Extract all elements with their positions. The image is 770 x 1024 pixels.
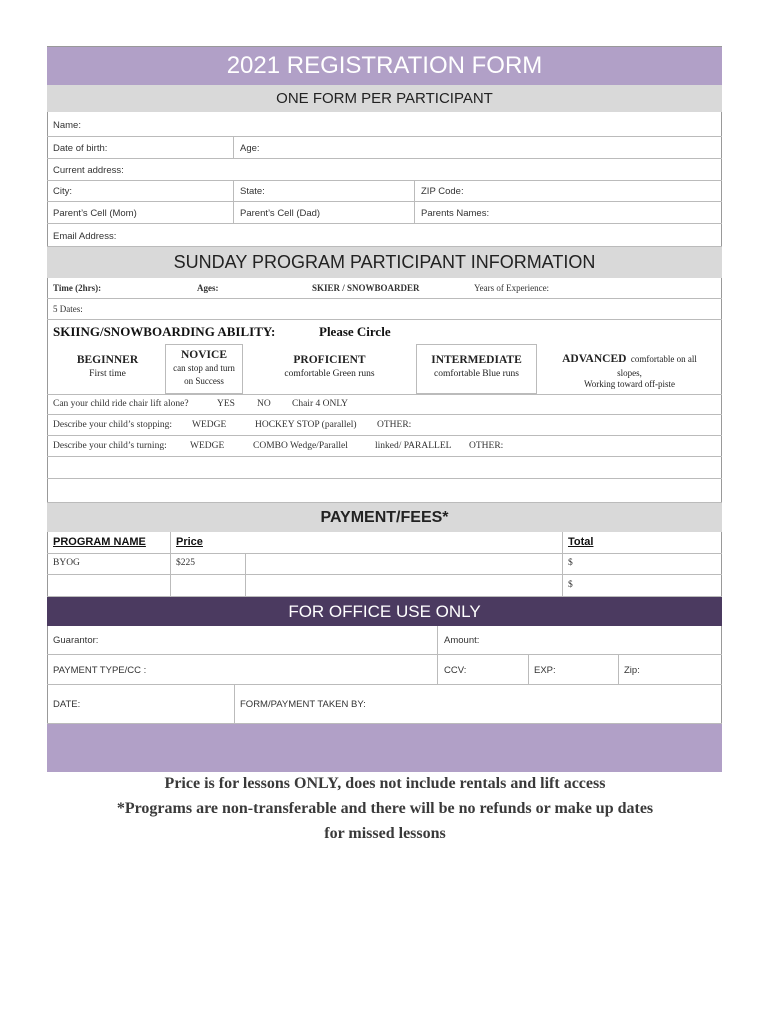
turning-combo[interactable]: COMBO Wedge/Parallel (253, 441, 348, 451)
parents-row[interactable] (47, 202, 722, 224)
turning-wedge[interactable]: WEDGE (190, 441, 225, 451)
dates-row[interactable] (47, 299, 722, 320)
advanced-desc-1: comfortable on all (630, 354, 697, 364)
date-row[interactable] (47, 685, 722, 724)
col-program-name: PROGRAM NAME (53, 536, 146, 548)
turning-linked[interactable]: linked/ PARALLEL (375, 441, 452, 451)
turning-other[interactable]: OTHER: (469, 441, 504, 451)
level-beginner[interactable] (50, 345, 165, 390)
stopping-other[interactable]: OTHER: (377, 420, 412, 430)
office-section-title: FOR OFFICE USE ONLY (47, 597, 722, 626)
proficient-label: PROFICIENT (293, 354, 366, 366)
payment-section-title: PAYMENT/FEES* (47, 503, 722, 532)
blank-row-1[interactable] (47, 457, 722, 479)
intermediate-label: INTERMEDIATE (431, 354, 522, 366)
dad-cell-label: Parent’s Cell (Dad) (240, 208, 321, 219)
date-label: DATE: (53, 699, 81, 710)
email-row[interactable] (47, 224, 722, 247)
please-circle: Please Circle (319, 324, 391, 339)
novice-desc-2: on Success (184, 376, 224, 386)
level-advanced[interactable] (537, 344, 722, 394)
payment-row-2[interactable] (47, 575, 722, 597)
note-transfer: *Programs are non-transferable and there will be no refunds or make up dates (116, 800, 654, 817)
footer-band (47, 724, 722, 772)
chair-4-only[interactable]: Chair 4 ONLY (292, 399, 349, 409)
name-label: Name: (53, 120, 81, 131)
stopping-wedge[interactable]: WEDGE (192, 420, 227, 430)
sunday-section-title: SUNDAY PROGRAM PARTICIPANT INFORMATION (47, 247, 722, 278)
exp-label: EXP: (534, 665, 556, 676)
guarantor-label: Guarantor: (53, 635, 99, 646)
level-novice[interactable] (165, 344, 243, 394)
address-label: Current address: (53, 165, 124, 176)
payment-type-label: PAYMENT TYPE/CC : (53, 665, 147, 676)
advanced-label: ADVANCED (562, 353, 627, 365)
name-row[interactable] (47, 112, 722, 137)
stopping-row[interactable] (47, 415, 722, 436)
stopping-question: Describe your child’s stopping: (53, 420, 172, 430)
total-row-2[interactable]: $ (568, 580, 573, 590)
blank-row-2[interactable] (47, 479, 722, 503)
level-proficient[interactable] (243, 345, 416, 390)
program-byog: BYOG (53, 558, 80, 568)
zip-label: ZIP Code: (421, 186, 464, 197)
level-intermediate[interactable] (416, 344, 537, 394)
parents-names-label: Parents Names: (421, 208, 490, 219)
taken-by-label: FORM/PAYMENT TAKEN BY: (240, 699, 366, 710)
dob-label: Date of birth: (53, 143, 108, 154)
city-row[interactable] (47, 181, 722, 202)
intermediate-desc: comfortable Blue runs (434, 369, 519, 379)
total-byog[interactable]: $ (568, 558, 573, 568)
ages-label: Ages: (197, 283, 219, 293)
age-label: Age: (240, 143, 260, 154)
ability-header-row (47, 320, 722, 342)
mom-cell-label: Parent’s Cell (Mom) (53, 208, 137, 219)
payment-header-row (47, 532, 722, 554)
payment-row-byog[interactable] (47, 554, 722, 575)
turning-question: Describe your child’s turning: (53, 441, 167, 451)
dates-label: 5 Dates: (53, 304, 83, 314)
turning-row[interactable] (47, 436, 722, 457)
advanced-desc-2: slopes, (617, 368, 642, 378)
beginner-desc: First time (89, 369, 126, 379)
zip-office-label: Zip: (624, 665, 640, 676)
state-label: State: (240, 186, 265, 197)
price-byog: $225 (176, 558, 195, 568)
novice-desc-1: can stop and turn (173, 363, 235, 373)
form-subtitle: ONE FORM PER PARTICIPANT (47, 85, 722, 112)
experience-label: Years of Experience: (474, 283, 550, 293)
form-title: 2021 REGISTRATION FORM (47, 47, 722, 85)
note-price: Price is for lessons ONLY, does not include rentals and lift access (164, 775, 606, 792)
novice-label: NOVICE (180, 349, 227, 361)
time-label: Time (2hrs): (53, 283, 102, 293)
chair-yes[interactable]: YES (217, 399, 235, 409)
chair-question: Can your child ride chair lift alone? (53, 399, 189, 409)
email-label: Email Address: (53, 231, 117, 242)
dob-row[interactable] (47, 137, 722, 159)
skier-snowboarder-label[interactable]: SKIER / SNOWBOARDER (312, 283, 420, 293)
chair-row[interactable] (47, 395, 722, 415)
payment-type-row[interactable] (47, 655, 722, 685)
guarantor-row[interactable] (47, 626, 722, 655)
address-row[interactable] (47, 159, 722, 181)
note-missed: for missed lessons (324, 825, 446, 842)
advanced-desc-3: Working toward off-piste (583, 379, 676, 389)
beginner-label: BEGINNER (76, 354, 139, 366)
proficient-desc: comfortable Green runs (284, 369, 375, 379)
col-total: Total (568, 536, 594, 548)
city-label: City: (53, 186, 72, 197)
time-row[interactable] (47, 278, 722, 299)
chair-no[interactable]: NO (257, 399, 271, 409)
ability-title: SKIING/SNOWBOARDING ABILITY: (53, 324, 276, 339)
ccv-label: CCV: (444, 665, 467, 676)
amount-label: Amount: (444, 635, 480, 646)
stopping-hockey[interactable]: HOCKEY STOP (parallel) (255, 420, 357, 430)
col-price: Price (176, 536, 203, 548)
